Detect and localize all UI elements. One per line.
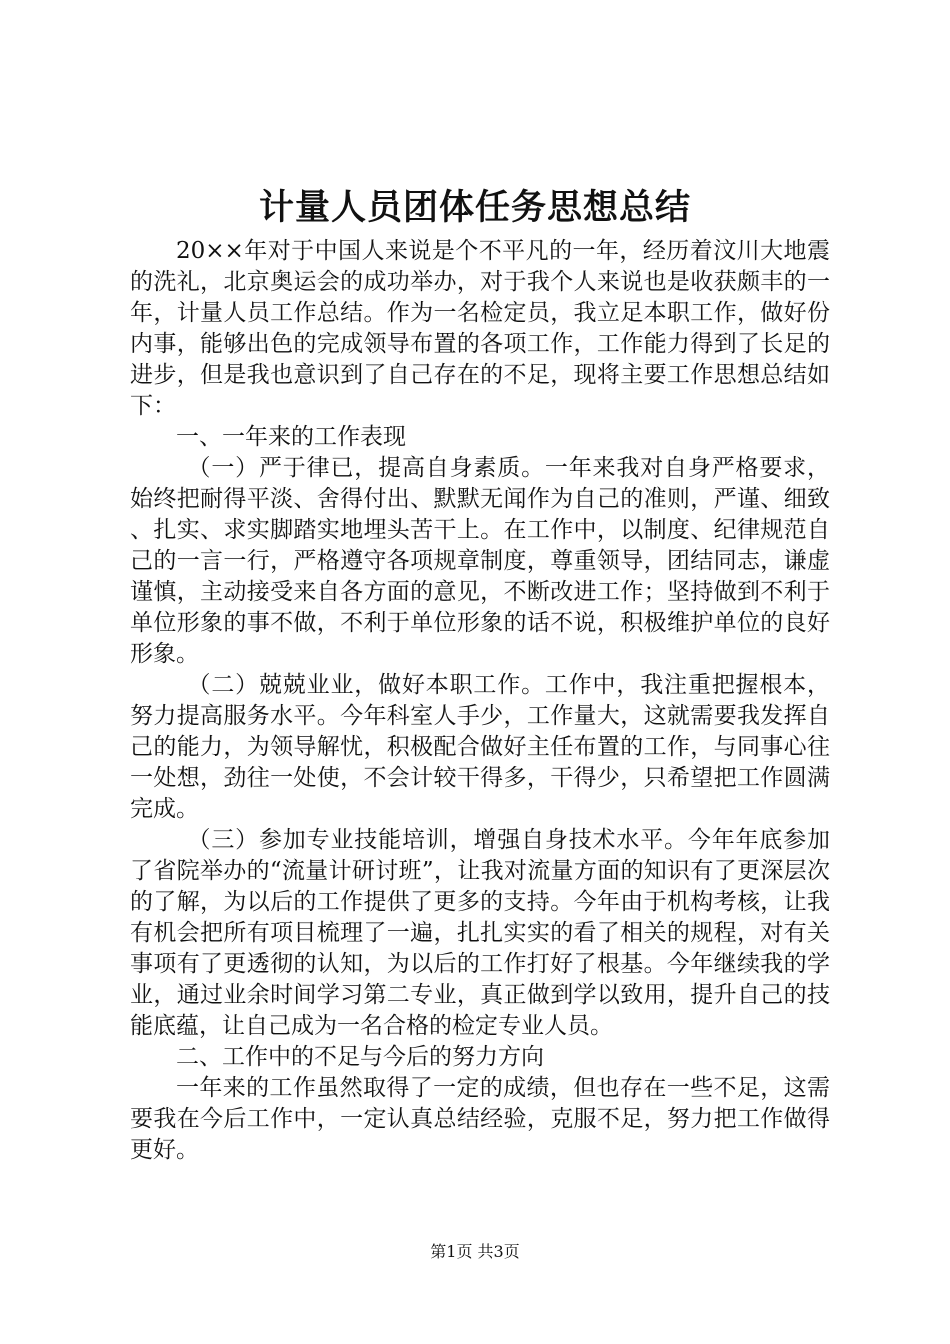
subsection-paragraph-training: （三）参加专业技能培训，增强自身技术水平。今年年底参加了省院举办的“流量计研讨班”，让我对流量方面的知识有了更深层次的了解，为以后的工作提供了更多的支持。今年由于机构考核，让我有机会把所有项目梳理了一遍，扎扎实实的看了相关的规程，对有关事项有了更透彻的认知，为以后的工作打好了根基。今年继续我的学业，通过业余时间学习第二专业，真正做到学以致用，提升自己的技能底蕴，让自己成为一名合格的检定专业人员。 [130,827,830,1039]
page-number-footer: 第1页 共3页 [430,1242,520,1261]
section-heading-shortcomings: 二、工作中的不足与今后的努力方向 [176,1044,544,1070]
intro-paragraph: 20××年对于中国人来说是个不平凡的一年，经历着汶川大地震的洗礼，北京奥运会的成功举办，对于我个人来说也是收获颇丰的一年，计量人员工作总结。作为一名检定员，我立足本职工作，做好份内事，能够出色的完成领导布置的各项工作，工作能力得到了长足的进步，但是我也意识到了自己存在的不足，现将主要工作思想总结如下： [130,238,830,419]
subsection-paragraph-dedication: （二）兢兢业业，做好本职工作。工作中，我注重把握根本，努力提高服务水平。今年科室人手少，工作量大，这就需要我发挥自己的能力，为领导解忧，积极配合做好主任布置的工作，与同事心往一处想，劲往一处使，不会计较干得多，干得少，只希望把工作圆满完成。 [130,672,830,822]
section-heading-work-performance: 一、一年来的工作表现 [176,424,406,450]
closing-paragraph: 一年来的工作虽然取得了一定的成绩，但也存在一些不足，这需要我在今后工作中，一定认真总结经验，克服不足，努力把工作做得更好。 [130,1075,830,1163]
subsection-paragraph-self-discipline: （一）严于律已，提高自身素质。一年来我对自身严格要求，始终把耐得平淡、舍得付出、默默无闻作为自己的准则，严谨、细致、扎实、求实脚踏实地埋头苦干上。在工作中，以制度、纪律规范自己的一言一行，严格遵守各项规章制度，尊重领导，团结同志，谦虚谨慎，主动接受来自各方面的意见，不断改进工作；坚持做到不利于单位形象的事不做，不利于单位形象的话不说，积极维护单位的良好形象。 [130,455,830,667]
document-title: 计量人员团体任务思想总结 [258,187,691,228]
document-body [130,236,830,1166]
